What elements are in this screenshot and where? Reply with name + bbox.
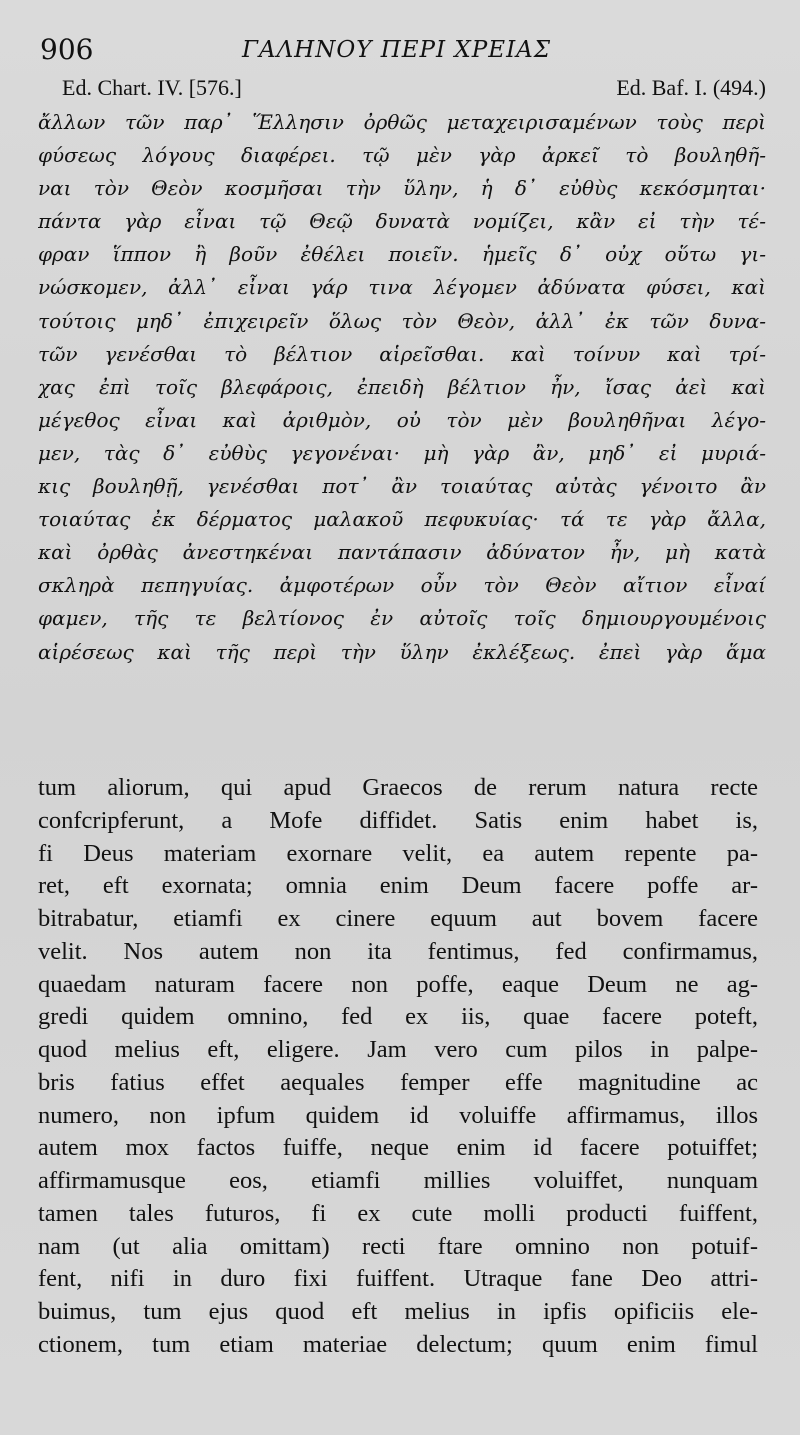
latin-line: bitrabatur, etiamfi ex cinere equum aut bovem facere bbox=[38, 905, 758, 932]
latin-line: affirmamusque eos, etiamfi millies voluiffet, nunquam bbox=[38, 1167, 758, 1194]
latin-line: ctionem, tum etiam materiae delectum; quum enim fimul bbox=[38, 1330, 758, 1358]
latin-line: tum aliorum, qui apud Graecos de rerum natura recte bbox=[38, 774, 758, 801]
edition-references bbox=[62, 74, 766, 104]
greek-line: σκληρὰ πεπηγυίας. ἀμφοτέρων οὖν τὸν Θεὸν αἴτιον εἶναί bbox=[38, 573, 766, 598]
greek-line: φραν ἵππον ἢ βοῦν ἐθέλει ποιεῖν. ἡμεῖς δ᾿ οὐχ οὕτω γι- bbox=[38, 242, 766, 267]
latin-line: buimus, tum ejus quod eft melius in ipfis opificiis ele- bbox=[38, 1298, 758, 1325]
latin-line: nam (ut alia omittam) recti ftare omnino non potuif- bbox=[38, 1232, 758, 1260]
latin-line: fi Deus materiam exornare velit, ea autem repente pa- bbox=[38, 839, 758, 867]
latin-line: quod melius eft, eligere. Jam vero cum pilos in palpe- bbox=[38, 1036, 758, 1063]
greek-line: κις βουληθῇ, γενέσθαι ποτ᾿ ἂν τοιαύτας αὐτὰς γένοιτο ἂν bbox=[38, 474, 766, 499]
latin-line: gredi quidem omnino, fed ex iis, quae facere poteft, bbox=[38, 1003, 758, 1031]
greek-line: φύσεως λόγους διαφέρει. τῷ μὲν γὰρ ἀρκεῖ τὸ βουληθῆ- bbox=[38, 143, 766, 168]
greek-line: φαμεν, τῆς τε βελτίονος ἐν αὐτοῖς τοῖς δημιουργουμένοις bbox=[38, 606, 766, 631]
latin-line: ret, eft exornata; omnia enim Deum facere poffe ar- bbox=[38, 872, 758, 900]
latin-line: bris fatius effet aequales femper effe magnitudine ac bbox=[38, 1068, 758, 1096]
greek-line: μέγεθος εἶναι καὶ ἀριθμὸν, οὐ τὸν μὲν βουληθῆναι λέγο- bbox=[38, 407, 766, 432]
edition-reference-right: Ed. Baf. I. (494.) bbox=[616, 75, 766, 100]
latin-line: autem mox factos fuiffe, neque enim id facere potuiffet; bbox=[38, 1134, 758, 1162]
greek-line: μεν, τὰς δ᾿ εὐθὺς γεγονέναι· μὴ γὰρ ἂν, μηδ᾿ εἰ μυριά- bbox=[38, 440, 766, 465]
page-header bbox=[40, 34, 780, 74]
greek-line: χας ἐπὶ τοῖς βλεφάροις, ἐπειδὴ βέλτιον ἦν, ἴσας ἀεὶ καὶ bbox=[38, 374, 766, 399]
greek-line: ναι τὸν Θεὸν κοσμῆσαι τὴν ὕλην, ἡ δ᾿ εὐθὺς κεκόσμηται· bbox=[38, 176, 766, 201]
latin-line: numero, non ipfum quidem id voluiffe affirmamus, illos bbox=[38, 1101, 758, 1129]
greek-line: τῶν γενέσθαι τὸ βέλτιον αἱρεῖσθαι. καὶ τοίνυν καὶ τρί- bbox=[38, 341, 766, 366]
latin-line: velit. Nos autem non ita fentimus, fed confirmamus, bbox=[38, 937, 758, 965]
edition-reference-left: Ed. Chart. IV. [576.] bbox=[62, 75, 242, 100]
greek-line: πάντα γὰρ εἶναι τῷ Θεῷ δυνατὰ νομίζει, κἂν εἰ τὴν τέ- bbox=[38, 209, 766, 234]
latin-line: quaedam naturam facere non poffe, eaque Deum ne ag- bbox=[38, 970, 758, 998]
greek-line: αἱρέσεως καὶ τῆς περὶ τὴν ὕλην ἐκλέξεως. ἐπεὶ γὰρ ἅμα bbox=[38, 639, 766, 664]
page-number: 906 bbox=[40, 33, 94, 66]
greek-line: νώσκομεν, ἀλλ᾿ εἶναι γάρ τινα λέγομεν ἀδύνατα φύσει, καὶ bbox=[38, 275, 766, 300]
greek-line: τούτοις μηδ᾿ ἐπιχειρεῖν ὅλως τὸν Θεὸν, ἀλλ᾿ ἐκ τῶν δυνα- bbox=[38, 308, 766, 333]
latin-text-block bbox=[38, 772, 758, 1362]
greek-line: ἄλλων τῶν παρ᾿ Ἕλλησιν ὀρθῶς μεταχειρισαμένων τοὺς περὶ bbox=[38, 110, 766, 134]
latin-line: tamen tales futuros, fi ex cute molli producti fuiffent, bbox=[38, 1199, 758, 1227]
latin-line: fent, nifi in duro fixi fuiffent. Utraque fane Deo attri- bbox=[38, 1265, 758, 1293]
greek-text-block bbox=[38, 106, 766, 669]
greek-line: καὶ ὀρθὰς ἀνεστηκέναι παντάπασιν ἀδύνατον ἦν, μὴ κατὰ bbox=[38, 540, 766, 565]
greek-line: τοιαύτας ἐκ δέρματος μαλακοῦ πεφυκυίας· τά τε γὰρ ἄλλα, bbox=[38, 507, 766, 532]
running-head: ΓΑΛΗΝΟΥ ΠΕΡΙ ΧΡΕΙΑΣ bbox=[242, 37, 552, 63]
latin-line: confcripferunt, a Mofe diffidet. Satis enim habet is, bbox=[38, 806, 758, 834]
